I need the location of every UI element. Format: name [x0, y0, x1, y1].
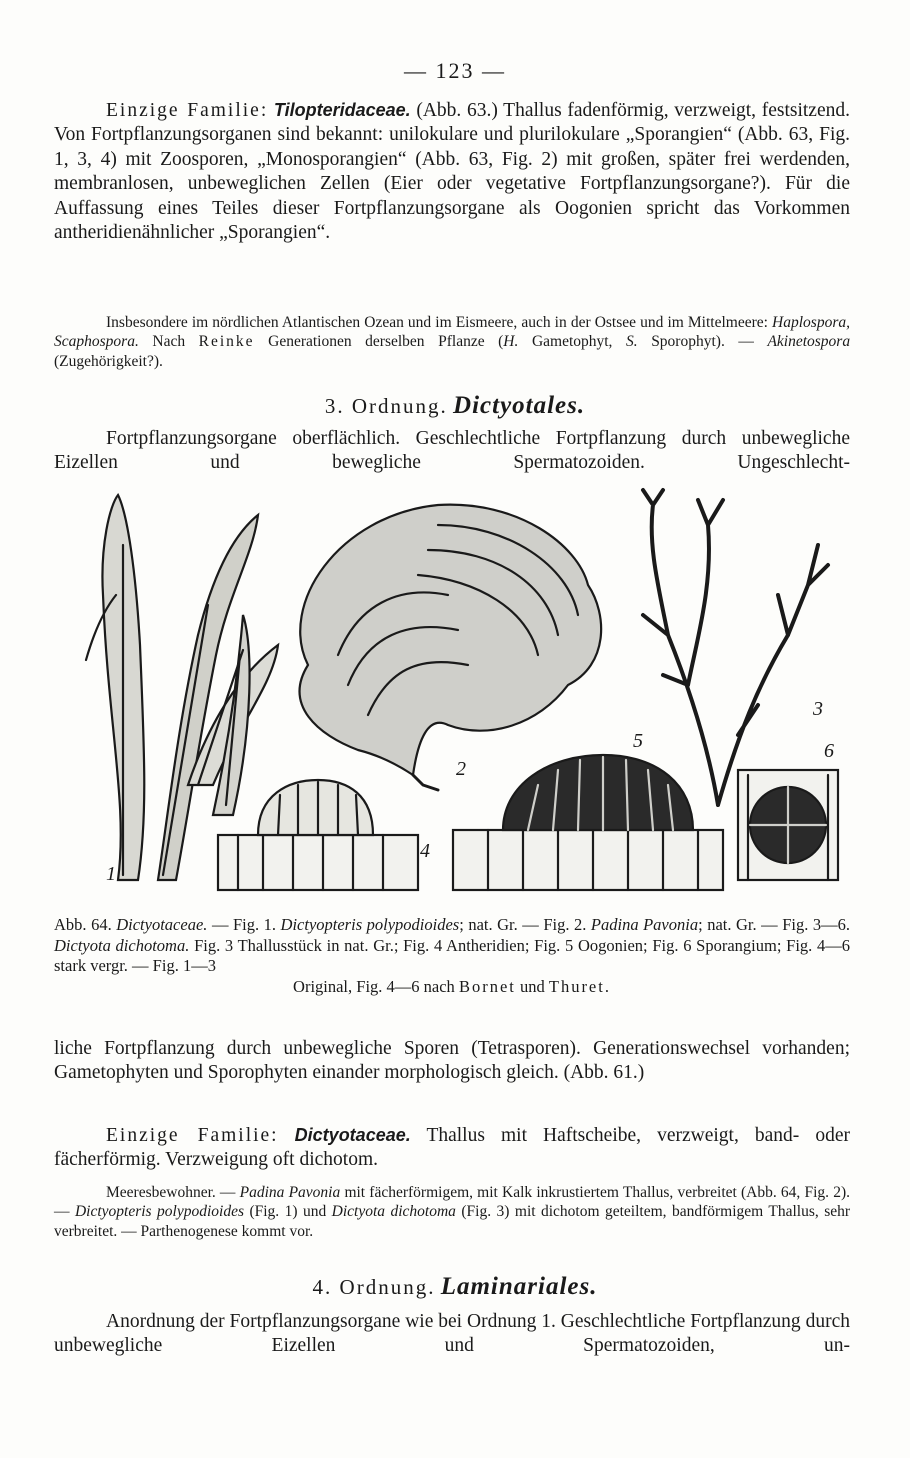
- author-name: Bornet: [458, 976, 516, 996]
- smallprint-text: (Fig. 3) mit dichotom geteiltem, bandförmigem Thallus, sehr verbreitet. — Parthenogenese kommt vor.: [54, 1203, 851, 1240]
- paragraph-continuation: [54, 1037, 850, 1086]
- caption-species: Dictyota dichotoma.: [54, 935, 190, 955]
- order-name: Laminariales.: [440, 1273, 598, 1300]
- fig-label-5: 5: [633, 730, 643, 752]
- paragraph-dictyotales: [54, 427, 850, 476]
- author-name: Reinke: [198, 333, 255, 351]
- order-number: 3. Ordnung.: [324, 394, 448, 418]
- genus-names: Haplospora, Scaphospora.: [54, 314, 850, 351]
- smallprint-text: Nach: [152, 333, 186, 351]
- smallprint-text: Meeresbewohner. —: [106, 1184, 236, 1201]
- caption-text: Original, Fig. 4—6 nach: [293, 976, 455, 996]
- family-name: Dictyotaceae.: [294, 1125, 411, 1145]
- fig-label-4: 4: [420, 840, 430, 862]
- order-name: Dictyotales.: [453, 392, 586, 419]
- caption-species: Dictyopteris polypodioides: [280, 915, 460, 934]
- fig4-antheridia-drawing: [218, 780, 418, 890]
- fig-label-1: 1: [106, 863, 116, 885]
- order-heading-3: [0, 392, 910, 420]
- figure-caption: [54, 915, 850, 997]
- caption-text: — Fig. 1.: [211, 915, 277, 934]
- caption-text: und: [519, 976, 545, 996]
- abbrev-s: S.: [626, 333, 638, 351]
- caption-number: Abb. 64.: [54, 915, 112, 934]
- species-name: Padina Pavonia: [239, 1184, 341, 1201]
- smallprint-text: Insbesondere im nördlichen Atlantischen Ozean und im Eismeere, auch in der Ostsee und im Mittelmeere:: [106, 314, 768, 331]
- fig5-oogonia-drawing: [453, 755, 723, 890]
- fig2-padina-drawing: [300, 505, 602, 790]
- paragraph-text: Thallus mit Haftscheibe, verzweigt, band- oder fächerförmig. Verzweigung oft dichotom.: [54, 1125, 850, 1171]
- abbrev-h: H.: [503, 333, 519, 351]
- paragraph-tilopteridaceae: [54, 98, 850, 245]
- page-number: — 123 —: [404, 58, 506, 83]
- fig-label-2: 2: [456, 758, 466, 780]
- paragraph-text: Fortpflanzungsorgane oberflächlich. Geschlechtliche Fortpflanzung durch unbewegliche Eizellen und bewegliche Spermatozoiden. Ungeschlecht-: [54, 428, 850, 474]
- order-heading-4: [0, 1273, 910, 1301]
- smallprint-marine: [54, 1183, 850, 1241]
- fig-label-3: 3: [813, 698, 823, 720]
- fig3-dictyota-drawing: [643, 490, 828, 805]
- smallprint-text: (Fig. 1) und: [249, 1203, 327, 1221]
- author-name: Thuret.: [548, 976, 611, 996]
- caption-text: ; nat. Gr. — Fig. 3—6.: [698, 915, 850, 934]
- species-name: Dictyota dichotoma: [331, 1203, 456, 1221]
- figure-dictyotaceae-illustration: [48, 485, 858, 905]
- paragraph-laminariales: [54, 1310, 850, 1359]
- genus-name: Akinetospora: [767, 333, 851, 351]
- smallprint-distribution: [54, 313, 850, 371]
- family-name: Tilopteridaceae.: [273, 100, 411, 120]
- caption-text: ; nat. Gr. — Fig. 2.: [459, 915, 587, 934]
- fig6-sporangium-drawing: [738, 770, 838, 880]
- family-lead: Einzige Familie:: [106, 100, 269, 121]
- fig1-dictyopteris-drawing: [86, 495, 278, 880]
- species-name: Dictyopteris polypodioides: [74, 1203, 244, 1221]
- smallprint-text: mit fächerförmigem, mit Kalk inkrustiertem Thallus, verbreitet (Abb. 64, Fig. 2). —: [54, 1184, 851, 1221]
- caption-text: Fig. 3 Thallusstück in nat. Gr.; Fig. 4 Antheridien; Fig. 5 Oogonien; Fig. 6 Sporangium; Fig. 4—6 stark vergr. — Fig. 1—3: [54, 935, 851, 975]
- caption-last-line: [54, 977, 850, 998]
- paragraph-text: liche Fortpflanzung durch unbewegliche Sporen (Tetrasporen). Generationswechsel vorhanden; Gametophyten und Sporophyten einander morphologisch gleich. (Abb. 61.): [54, 1038, 850, 1084]
- smallprint-text: (Zugehörigkeit?).: [54, 352, 163, 370]
- paragraph-text: Anordnung der Fortpflanzungsorgane wie bei Ordnung 1. Geschlechtliche Fortpflanzung durch unbewegliche Eizellen und Spermatozoiden, un-: [54, 1311, 850, 1357]
- paragraph-dictyotaceae: [54, 1123, 850, 1173]
- order-number: 4. Ordnung.: [312, 1275, 436, 1299]
- caption-species: Padina Pavonia: [590, 915, 699, 934]
- fig-label-6: 6: [824, 740, 834, 762]
- smallprint-text: Sporophyt). —: [651, 333, 754, 351]
- smallprint-text: Gametophyt,: [531, 333, 613, 351]
- paragraph-text: (Abb. 63.) Thallus fadenförmig, verzweigt, festsitzend. Von Fortpflanzungsorganen sind bekannt: unilokulare und plurilokulare „Sporangien“ (Abb. 63, Fig. 1, 3, 4) mit Zoosporen, „Monosporangien“ (Abb. 63, Fig. 2) mit großen, später frei werdenden, membranlosen, unbeweglichen Zellen (Eier oder vegetative Fortpflanzungsorgane?). Für die Auffassung eines Teiles dieser Fortpflanzungsorgane als Oogonien spricht das Vorkommen antheridienähnlicher „Sporangien“.: [54, 100, 850, 244]
- caption-family: Dictyotaceae.: [116, 915, 208, 934]
- family-lead: Einzige Familie:: [106, 1125, 279, 1146]
- smallprint-text: Generationen derselben Pflanze (: [268, 333, 504, 351]
